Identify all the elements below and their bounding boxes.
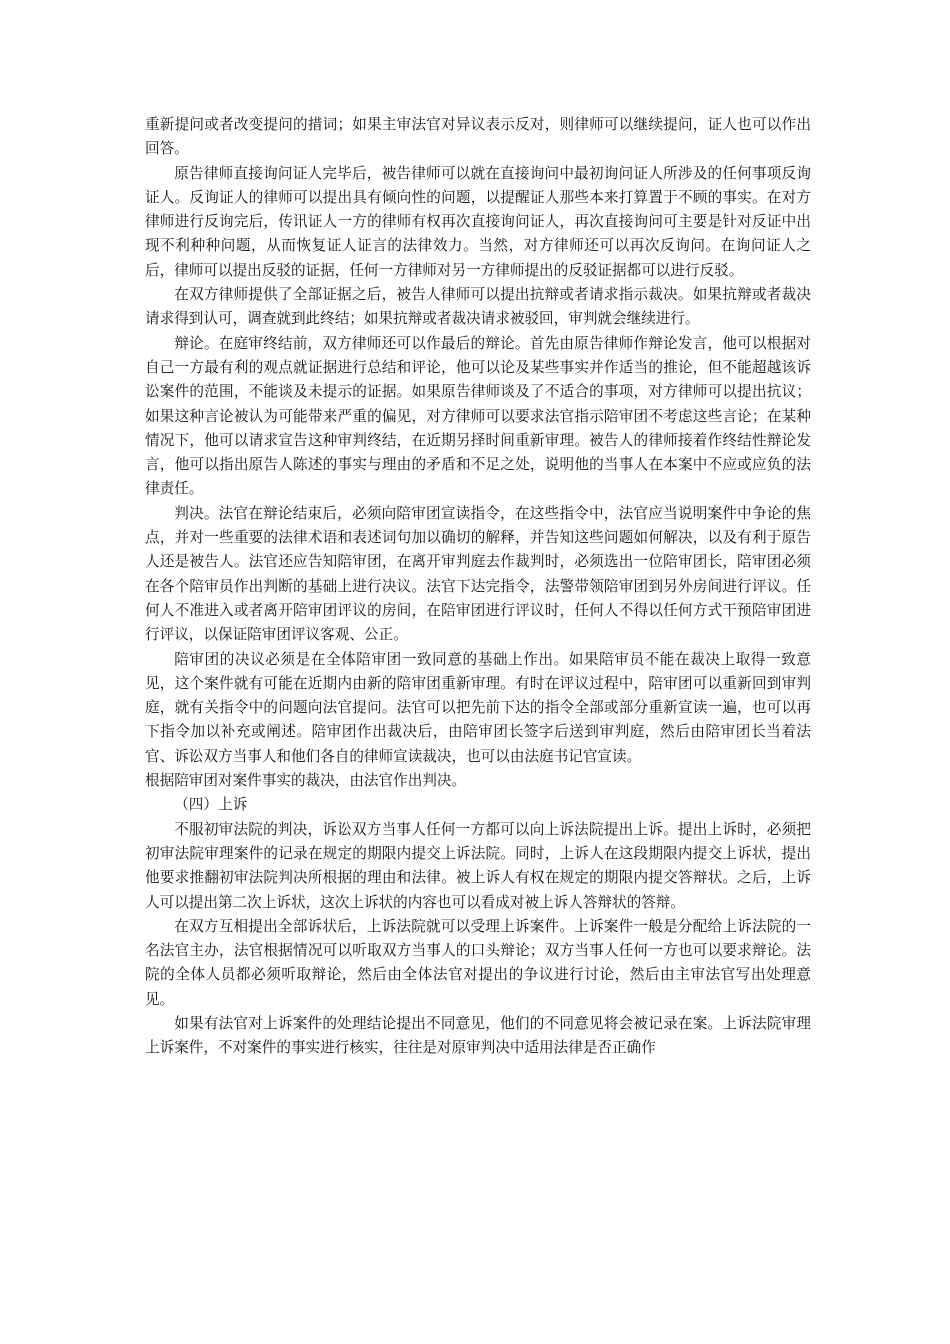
paragraph-judgment: 根据陪审团对案件事实的裁决，由法官作出判决。 — [145, 772, 467, 790]
paragraph-objection-response: 重新提问或者改变提问的措词；如果主审法官对异议表示反对，则律师可以继续提问，证人也可以作出回答。 — [145, 116, 811, 158]
document-page — [145, 113, 811, 1061]
section-heading-appeal: （四）上诉 — [174, 796, 248, 814]
paragraph-jury-instructions: 判决。法官在辩论结束后，必须向陪审团宣读指令，在这些指令中，法官应当说明案件中争论的焦点，并对一些重要的法律术语和表述词句加以确切的解释，并告知这些问题如何解决，以及有利于原告人还是被告人。法官还应告知陪审团，在离开审判庭去作裁判时，必须选出一位陪审团长，陪审团必须在各个陪审员作出判断的基础上进行决议。法官下达完指令，法警带领陪审团到另外房间进行评议。任何人不准进入或者离开陪审团评议的房间，在陪审团进行评议时，任何人不得以任何方式干预陪审团进行评议，以保证陪审团评议客观、公正。 — [145, 504, 811, 644]
paragraph-cross-examination: 原告律师直接询问证人完毕后，被告律师可以就在直接询问中最初询问证人所涉及的任何事项反询证人。反询证人的律师可以提出具有倾向性的问题，以提醒证人那些本来打算置于不顾的事实。在对方律师进行反询完后，传讯证人一方的律师有权再次直接询问证人，再次直接询问可主要是针对反证中出现不利种种问题，从而恢复证人证言的法律效力。当然，对方律师还可以再次反询问。在询问证人之后，律师可以提出反驳的证据，任何一方律师对另一方律师提出的反驳证据都可以进行反驳。 — [145, 164, 811, 279]
paragraph-directed-verdict: 在双方律师提供了全部证据之后，被告人律师可以提出抗辩或者请求指示裁决。如果抗辩或者裁决请求得到认可，调查就到此终结；如果抗辩或者裁决请求被驳回，审判就会继续进行。 — [145, 286, 811, 328]
paragraph-dissenting-opinion: 如果有法官对上诉案件的处理结论提出不同意见，他们的不同意见将会被记录在案。上诉法院审理上诉案件，不对案件的事实进行核实，往往是对原审判决中适用法律是否正确作 — [145, 1014, 811, 1057]
paragraph-closing-arguments: 辩论。在庭审终结前，双方律师还可以作最后的辩论。首先由原告律师作辩论发言，他可以根据对自己一方最有利的观点就证据进行总结和评论，他可以论及某些事实并作适当的推论，但不能超越该诉讼案件的范围，不能谈及未提示的证据。如果原告律师谈及了不适合的事项，对方律师可以提出抗议；如果这种言论被认为可能带来严重的偏见，对方律师可以要求法官指示陪审团不考虑这些言论；在某种情况下，他可以请求宣告这种审判终结，在近期另择时间重新审理。被告人的律师接着作终结性辩论发言，他可以指出原告人陈述的事实与理由的矛盾和不足之处，说明他的当事人在本案中不应或应负的法律责任。 — [145, 334, 811, 498]
paragraph-appeal-filing: 不服初审法院的判决，诉讼双方当事人任何一方都可以向上诉法院提出上诉。提出上诉时，必须把初审法院审理案件的记录在规定的期限内提交上诉法院。同时，上诉人在这段期限内提交上诉状，提出他要求推翻初审法院判决所根据的理由和法律。被上诉人有权在规定的期限内提交答辩状。之后，上诉人可以提出第二次上诉状，这次上诉状的内容也可以看成对被上诉人答辩状的答辩。 — [145, 820, 811, 911]
paragraph-jury-verdict: 陪审团的决议必须是在全体陪审团一致同意的基础上作出。如果陪审员不能在裁决上取得一致意见，这个案件就有可能在近期内由新的陪审团重新审理。有时在评议过程中，陪审团可以重新回到审判庭，就有关指令中的问题向法官提问。法官可以把先前下达的指令全部或部分重新宣读一遍，也可以再下指令加以补充或阐述。陪审团作出裁决后，由陪审团长签字后送到审判庭，然后由陪审团长当着法官、诉讼双方当事人和他们各自的律师宣读裁决，也可以由法庭书记官宣读。 — [145, 650, 811, 765]
paragraph-appeal-hearing: 在双方互相提出全部诉状后，上诉法院就可以受理上诉案件。上诉案件一般是分配给上诉法院的一名法官主办，法官根据情况可以听取双方当事人的口头辩论；双方当事人任何一方也可以要求辩论。法院的全体人员都必须听取辩论，然后由全体法官对提出的争议进行讨论，然后由主审法官写出处理意见。 — [145, 917, 811, 1008]
